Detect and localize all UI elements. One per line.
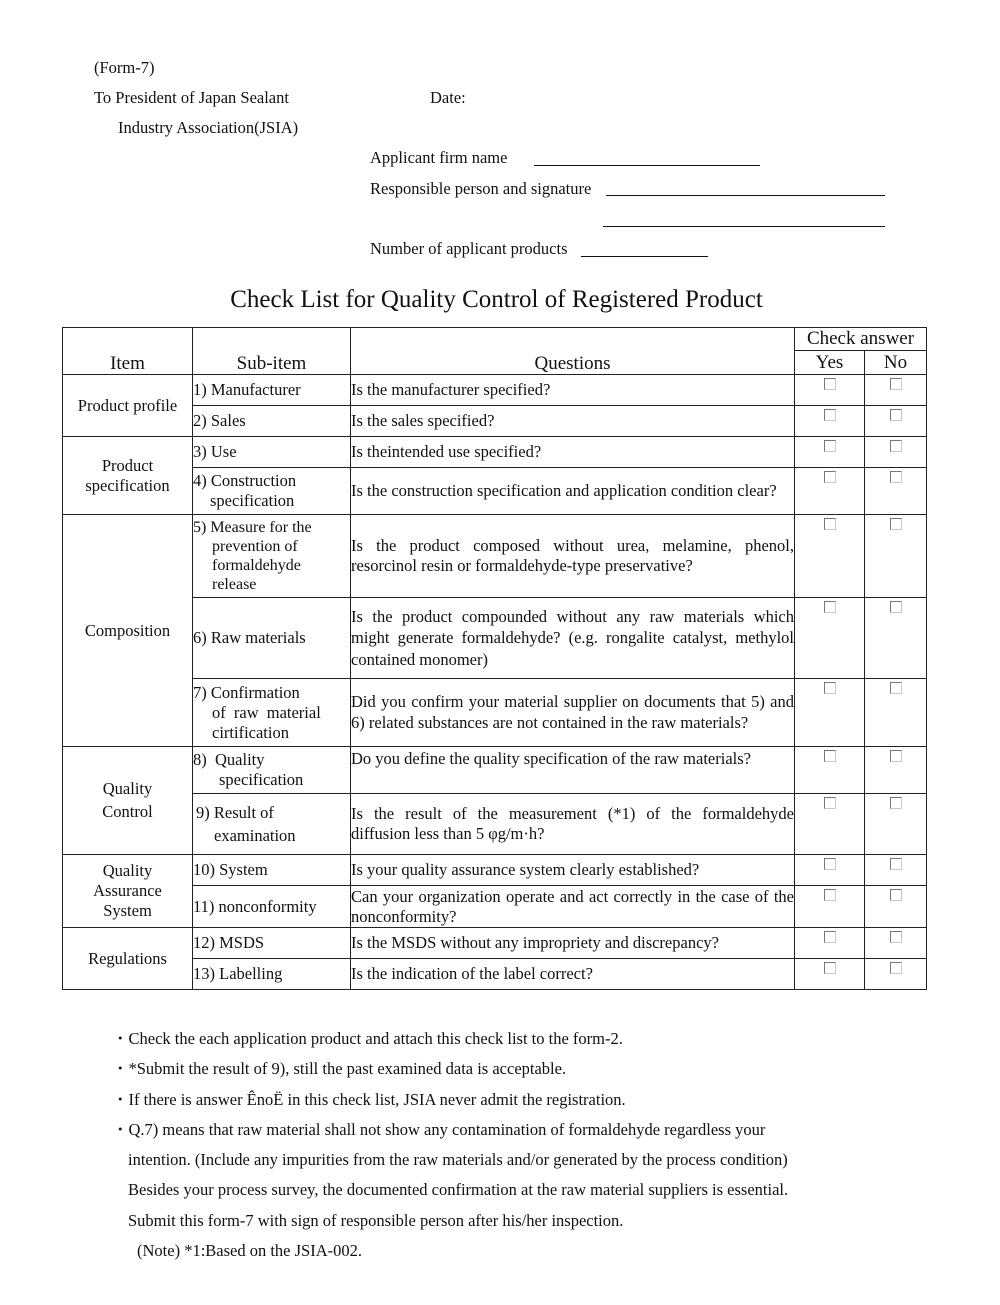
no-checkbox[interactable] xyxy=(890,750,902,762)
subitem-label: 8) Quality specification xyxy=(193,747,351,794)
yes-checkbox[interactable] xyxy=(824,378,836,390)
number-of-products-field[interactable] xyxy=(581,256,708,257)
no-checkbox[interactable] xyxy=(890,889,902,901)
question-text: Do you define the quality specification of the raw materials? xyxy=(351,747,795,794)
no-checkbox[interactable] xyxy=(890,518,902,530)
header-subitem: Sub-item xyxy=(193,328,351,375)
no-checkbox[interactable] xyxy=(890,931,902,943)
table-row xyxy=(63,437,927,468)
question-text: Is the indication of the label correct? xyxy=(351,959,795,990)
table-row xyxy=(63,406,927,437)
header-questions: Questions xyxy=(351,328,795,375)
no-checkbox[interactable] xyxy=(890,962,902,974)
no-checkbox[interactable] xyxy=(890,682,902,694)
subitem-label: 10) System xyxy=(193,855,351,886)
header-no: No xyxy=(865,351,927,375)
yes-checkbox[interactable] xyxy=(824,889,836,901)
table-row xyxy=(63,794,927,855)
no-checkbox[interactable] xyxy=(890,471,902,483)
question-text: Is the MSDS without any impropriety and discrepancy? xyxy=(351,928,795,959)
question-text: Is the manufacturer specified? xyxy=(351,375,795,406)
notes-section xyxy=(112,1024,885,1266)
question-text: Is the construction specification and application condition clear? xyxy=(351,468,795,515)
subitem-label: 5) Measure for the prevention of formaldehyde release xyxy=(193,515,351,598)
table-row xyxy=(63,747,927,794)
no-checkbox[interactable] xyxy=(890,601,902,613)
question-text: Is theintended use specified? xyxy=(351,437,795,468)
item-product-profile: Product profile xyxy=(63,375,193,437)
subitem-label: 12) MSDS xyxy=(193,928,351,959)
subitem-label: 9) Result of examination xyxy=(193,794,351,855)
subitem-label: 2) Sales xyxy=(193,406,351,437)
yes-checkbox[interactable] xyxy=(824,409,836,421)
no-checkbox[interactable] xyxy=(890,440,902,452)
question-text: Did you confirm your material supplier on documents that 5) and 6) related substances are not contained in the raw materials? xyxy=(351,679,795,747)
note-item-continuation: Submit this form-7 with sign of responsible person after his/her inspection. xyxy=(128,1210,624,1230)
subitem-label: 13) Labelling xyxy=(193,959,351,990)
addressee-line-1: To President of Japan Sealant xyxy=(94,88,289,107)
note-item: ・Q.7) means that raw material shall not show any contamination of formaldehyde regardless your xyxy=(112,1119,766,1139)
yes-checkbox[interactable] xyxy=(824,797,836,809)
item-regulations: Regulations xyxy=(63,928,193,990)
yes-checkbox[interactable] xyxy=(824,931,836,943)
table-row xyxy=(63,468,927,515)
subitem-label: 7) Confirmation of raw material cirtification xyxy=(193,679,351,747)
yes-checkbox[interactable] xyxy=(824,471,836,483)
number-of-products-label: Number of applicant products xyxy=(370,239,568,258)
note-item-continuation: Besides your process survey, the documented confirmation at the raw material suppliers is essential. xyxy=(128,1180,789,1200)
note-item-continuation: intention. (Include any impurities from the raw materials and/or generated by the process condition) xyxy=(128,1150,788,1170)
question-text: Is your quality assurance system clearly established? xyxy=(351,855,795,886)
page-title: Check List for Quality Control of Registered Product xyxy=(230,286,763,313)
table-row xyxy=(63,959,927,990)
signature-field[interactable] xyxy=(606,195,885,196)
question-text: Is the product composed without urea, melamine, phenol, resorcinol resin or formaldehyde-type preservative? xyxy=(351,515,795,598)
yes-checkbox[interactable] xyxy=(824,858,836,870)
header-yes: Yes xyxy=(795,351,865,375)
yes-checkbox[interactable] xyxy=(824,750,836,762)
table-row xyxy=(63,855,927,886)
checklist-table xyxy=(62,327,927,990)
no-checkbox[interactable] xyxy=(890,797,902,809)
yes-checkbox[interactable] xyxy=(824,682,836,694)
addressee-line-2: Industry Association(JSIA) xyxy=(118,118,299,137)
yes-checkbox[interactable] xyxy=(824,601,836,613)
yes-checkbox[interactable] xyxy=(824,518,836,530)
subitem-label: 3) Use xyxy=(193,437,351,468)
subitem-label: 4) Construction specification xyxy=(193,468,351,515)
no-checkbox[interactable] xyxy=(890,378,902,390)
item-quality-control: Quality Control xyxy=(63,747,193,855)
table-row xyxy=(63,375,927,406)
table-row xyxy=(63,598,927,679)
note-item: ・Check the each application product and attach this check list to the form-2. xyxy=(112,1029,623,1048)
item-composition: Composition xyxy=(63,515,193,747)
note-item: ・*Submit the result of 9), still the past examined data is acceptable. xyxy=(112,1059,567,1079)
note-item: ・If there is answer ÊnoË in this check list, JSIA never admit the registration. xyxy=(112,1089,626,1109)
question-text: Is the sales specified? xyxy=(351,406,795,437)
subitem-label: 6) Raw materials xyxy=(193,598,351,679)
header-item: Item xyxy=(63,328,193,375)
item-quality-assurance-system: Quality Assurance System xyxy=(63,855,193,928)
subitem-label: 1) Manufacturer xyxy=(193,375,351,406)
table-row xyxy=(63,515,927,598)
date-label: Date: xyxy=(430,88,466,107)
header-check-answer: Check answer xyxy=(795,328,927,351)
item-product-specification: Product specification xyxy=(63,437,193,515)
no-checkbox[interactable] xyxy=(890,409,902,421)
subitem-label: 11) nonconformity xyxy=(193,886,351,928)
responsible-person-label: Responsible person and signature xyxy=(370,179,592,198)
question-text: Is the result of the measurement (*1) of the formaldehyde diffusion less than 5 φg/m·h? xyxy=(351,794,795,855)
no-checkbox[interactable] xyxy=(890,858,902,870)
table-row xyxy=(63,679,927,747)
signature-field-line-2[interactable] xyxy=(603,226,885,227)
footnote: (Note) *1:Based on the JSIA-002. xyxy=(137,1241,363,1261)
question-text: Is the product compounded without any raw materials which might generate formaldehyde? (e.g. rongalite catalyst, methylol contained monomer) xyxy=(351,598,795,679)
yes-checkbox[interactable] xyxy=(824,440,836,452)
table-row xyxy=(63,928,927,959)
yes-checkbox[interactable] xyxy=(824,962,836,974)
table-row xyxy=(63,886,927,928)
applicant-firm-label: Applicant firm name xyxy=(370,148,508,167)
applicant-firm-field[interactable] xyxy=(534,165,760,166)
form-number: (Form-7) xyxy=(94,58,155,77)
question-text: Can your organization operate and act correctly in the case of the nonconformity? xyxy=(351,886,794,926)
